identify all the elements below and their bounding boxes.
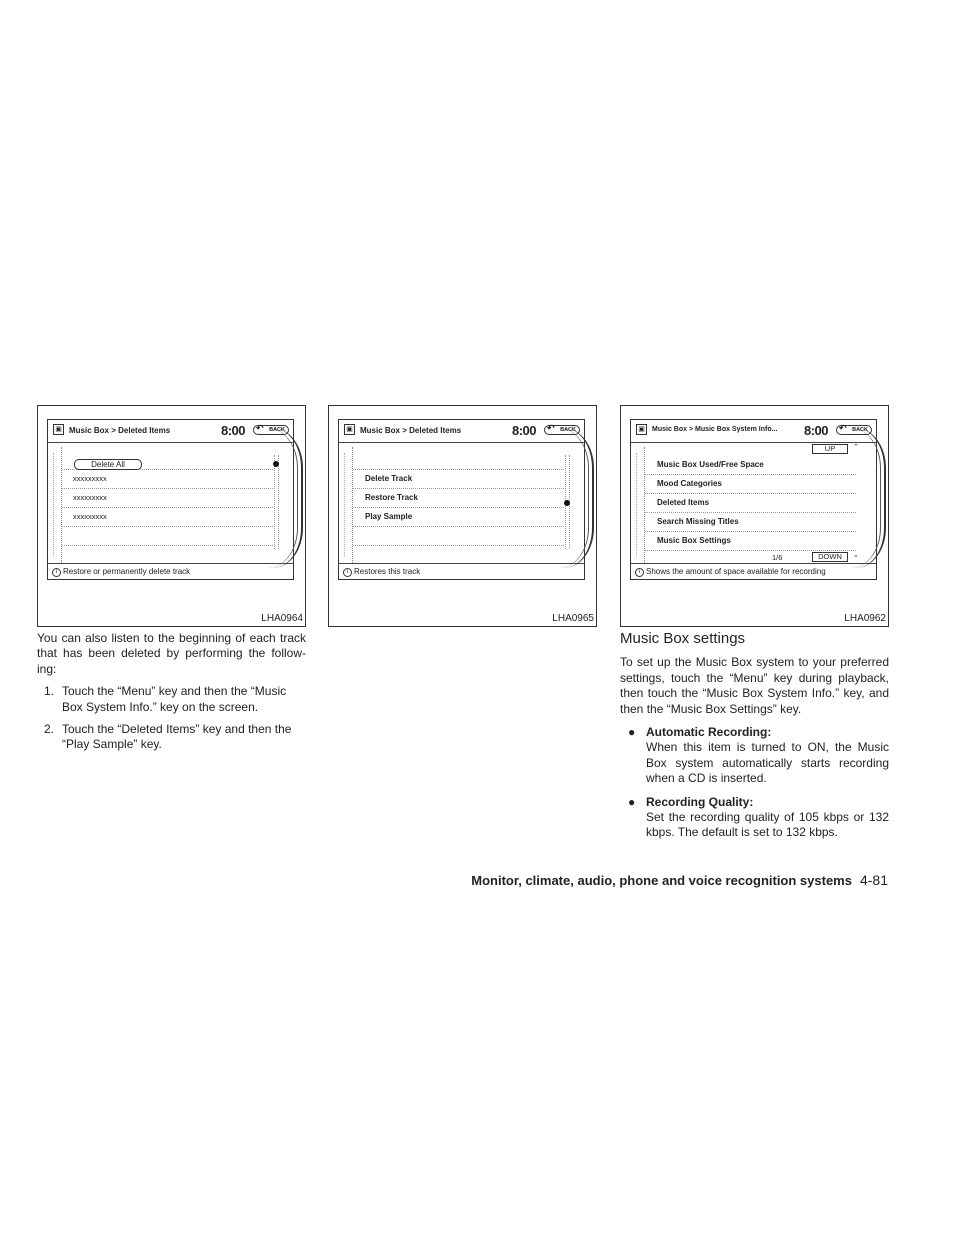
- info-text: Restore or permanently delete track: [63, 567, 191, 576]
- footer-title: Monitor, climate, audio, phone and voice recognition systems: [471, 873, 852, 888]
- info-bar: [48, 563, 293, 580]
- chevron-down-icon: ⌄: [853, 552, 859, 559]
- home-icon: ▣: [53, 424, 64, 435]
- breadcrumb: Music Box > Deleted Items: [69, 426, 171, 435]
- home-icon: ▣: [636, 424, 647, 435]
- back-button[interactable]: ↶ BACK: [544, 425, 580, 435]
- step-item: [37, 684, 306, 715]
- left-column-text: [37, 631, 306, 760]
- list-row: [353, 527, 564, 546]
- bullet-body: Set the recording quality of 105 kbps or 132 kbps. The default is set to 132 kbps.: [646, 810, 889, 840]
- bullet-title: Recording Quality:: [646, 794, 754, 809]
- step-number: 2.: [44, 722, 55, 737]
- display-screen: [338, 419, 585, 580]
- breadcrumb: Music Box > Music Box System Info...: [652, 426, 778, 433]
- home-icon: ▣: [344, 424, 355, 435]
- back-button[interactable]: ↶ BACK: [836, 425, 872, 435]
- figure-delete-all-screen: [37, 405, 306, 627]
- intro-paragraph: You can also listen to the beginning of each track that has been deleted by performing the follow-ing:: [37, 631, 306, 676]
- list-item[interactable]: Mood Categories: [645, 475, 856, 494]
- list-item[interactable]: xxxxxxxxx: [62, 489, 273, 508]
- clock: 8:00: [804, 423, 829, 438]
- info-text: Shows the amount of space available for recording: [646, 567, 826, 576]
- display-screen: [630, 419, 877, 580]
- bullet-body: When this item is turned to ON, the Music Box system automatically starts recording when a CD is inserted.: [646, 740, 889, 786]
- list-item[interactable]: Search Missing Titles: [645, 513, 856, 532]
- list-item[interactable]: Deleted Items: [645, 494, 856, 513]
- delete-all-button[interactable]: Delete All: [74, 459, 142, 470]
- left-gutter: [631, 447, 645, 563]
- back-button[interactable]: ↶ BACK: [253, 425, 289, 435]
- list-item[interactable]: Music Box Used/Free Space: [645, 456, 856, 475]
- list-item[interactable]: xxxxxxxxx: [62, 508, 273, 527]
- info-bar: [339, 563, 584, 580]
- list-row: [62, 527, 273, 546]
- info-text: Restores this track: [354, 567, 421, 576]
- step-text: Touch the “Menu” key and then the “Music Box System Info.” key on the screen.: [62, 684, 287, 714]
- clock: 8:00: [221, 423, 246, 438]
- screen-header: [48, 420, 293, 443]
- step-text: Touch the “Deleted Items” key and then the “Play Sample” key.: [62, 722, 292, 752]
- left-gutter: [48, 447, 62, 563]
- list-item[interactable]: Delete Track: [353, 470, 564, 489]
- page-indicator: 1/6: [772, 553, 783, 562]
- figure-system-info-screen: [620, 405, 889, 627]
- step-number: 1.: [44, 684, 55, 699]
- bullet-item: [620, 795, 889, 841]
- list-item[interactable]: xxxxxxxxx: [62, 470, 273, 489]
- page-number: 4-81: [859, 872, 888, 888]
- bullet-icon: ●: [628, 794, 636, 809]
- list-item[interactable]: Play Sample: [353, 508, 564, 527]
- chevron-up-icon: ⌃: [853, 444, 859, 451]
- clock: 8:00: [512, 423, 537, 438]
- list-item[interactable]: Restore Track: [353, 489, 564, 508]
- screen-header: [339, 420, 584, 443]
- figure-track-options-screen: [328, 405, 597, 627]
- bullet-title: Automatic Recording:: [646, 725, 772, 740]
- page-footer: [471, 872, 888, 888]
- up-button[interactable]: UP: [812, 444, 848, 454]
- bezel-curve: [851, 428, 881, 568]
- section-heading: Music Box settings: [620, 630, 746, 647]
- info-icon: i: [52, 568, 61, 577]
- list-item[interactable]: Music Box Settings: [645, 532, 856, 551]
- step-item: [37, 722, 306, 753]
- bullet-icon: ●: [628, 725, 636, 740]
- display-screen: [47, 419, 294, 580]
- figure-label: LHA0962: [844, 613, 886, 624]
- bezel-curve: [559, 428, 589, 568]
- intro-paragraph: To set up the Music Box system to your preferred settings, touch the “Menu” key during playback, then touch the “Music Box System Info.” key, and then the “Music Box Settings” key.: [620, 655, 889, 716]
- info-bar: [631, 563, 876, 580]
- list-row: [353, 451, 564, 470]
- left-gutter: [339, 447, 353, 563]
- screen-header: [631, 420, 876, 443]
- bezel-curve: [268, 428, 298, 568]
- right-column-text: [620, 631, 889, 841]
- bullet-item: [620, 725, 889, 787]
- breadcrumb: Music Box > Deleted Items: [360, 426, 462, 435]
- figure-label: LHA0964: [261, 613, 303, 624]
- steps-list: [37, 684, 306, 753]
- info-icon: i: [635, 568, 644, 577]
- figure-label: LHA0965: [552, 613, 594, 624]
- info-icon: i: [343, 568, 352, 577]
- down-button[interactable]: DOWN: [812, 552, 848, 562]
